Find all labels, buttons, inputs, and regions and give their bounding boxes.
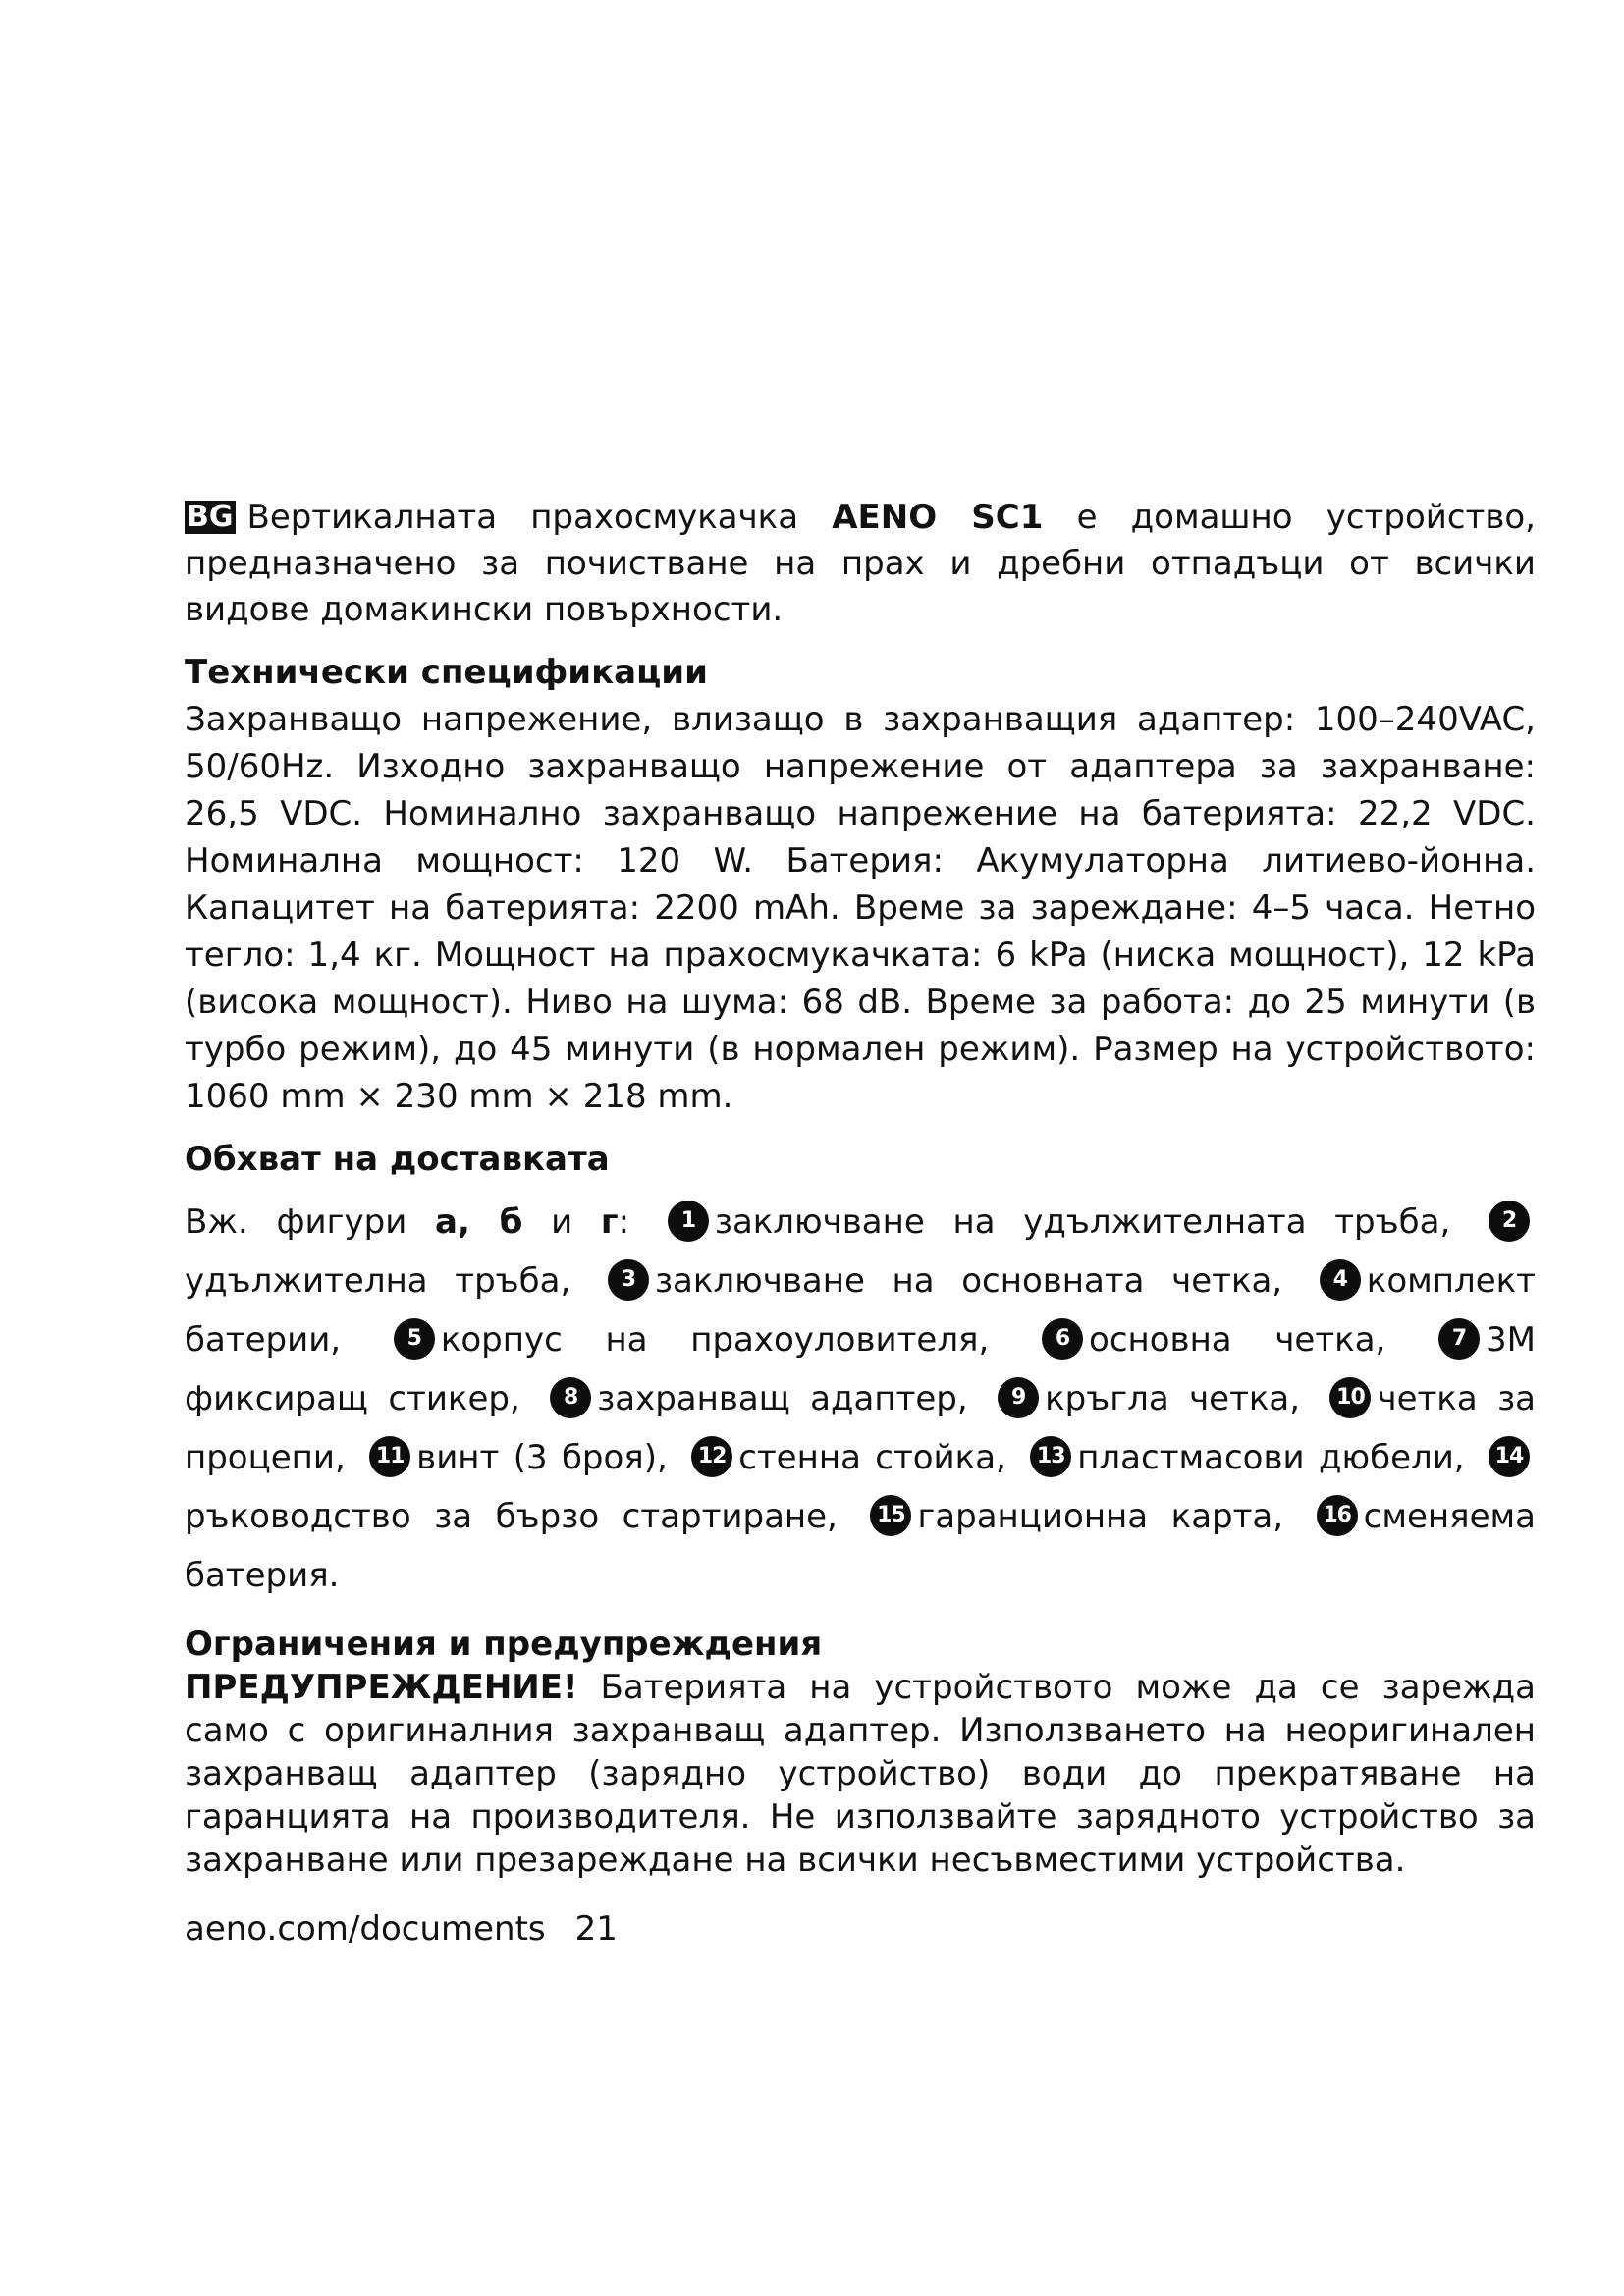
specs-heading: Технически спецификации — [185, 653, 708, 692]
item-number-badge: 8 — [550, 1377, 591, 1418]
item-number-badge: 3 — [608, 1259, 649, 1301]
delivery-item-label: пластмасови дюбели, — [1077, 1438, 1465, 1477]
delivery-item-label: корпус на прахоуловителя, — [440, 1320, 990, 1360]
intro-paragraph — [185, 495, 1536, 633]
delivery-item-label: винт (3 броя), — [416, 1438, 668, 1477]
delivery-item — [988, 1379, 1300, 1418]
item-number-badge: 13 — [1030, 1436, 1071, 1477]
item-number-badge: 2 — [1489, 1201, 1530, 1242]
delivery-item-label: захранващ адаптер, — [597, 1379, 968, 1418]
warning-text: Батерията на устройството може да се зарежда само с оригиналния захранващ адаптер. Използването на неоригинален захранващ адаптер (зарядно устройство) води до прекратяване на гаранцията на производителя. Не използвайте зарядното устройство за захранване или презареждане на всички несъвместими устройства. — [185, 1668, 1536, 1880]
delivery-figure-last: г — [600, 1202, 619, 1242]
delivery-item-label: заключване на удължителната тръба, — [714, 1202, 1451, 1242]
delivery-colon: : — [618, 1202, 630, 1242]
delivery-intro: Вж. фигури — [185, 1202, 436, 1242]
page-footer — [185, 1907, 1536, 1950]
warnings-heading: Ограничения и предупреждения — [185, 1625, 823, 1664]
item-number-badge: 15 — [870, 1495, 911, 1536]
page-content — [185, 495, 1536, 1950]
warning-label: ПРЕДУПРЕЖДЕНИЕ! — [185, 1668, 578, 1707]
specs-paragraph: Захранващо напрежение, влизащо в захранващия адаптер: 100–240VAC, 50/60Hz. Изходно захранващо напрежение от адаптера за захранване: 26,5 VDC. Номинално захранващо напрежение на батерията: 22,2 VDC. Номинална мощност: 120 W. Батерия: Акумулаторна литиево-йонна. Капацитет на батерията: 2200 mAh. Време за зареждане: 4–5 часа. Нетно тегло: 1,4 кг. Мощност на прахосмукачката: 6 kPa (ниска мощност), 12 kPa (висока мощност). Ниво на шума: 68 dB. Време за работа: до 25 минути (в турбо режим), до 45 минути (в нормален режим). Размер на устройството: 1060 mm × 230 mm × 218 mm. — [185, 700, 1536, 1116]
item-number-badge: 11 — [369, 1436, 410, 1477]
page-number: 21 — [574, 1909, 618, 1949]
delivery-figures: а, б — [435, 1202, 523, 1242]
delivery-item — [359, 1438, 668, 1477]
item-number-badge: 16 — [1317, 1495, 1358, 1536]
delivery-item — [681, 1438, 1006, 1477]
item-number-badge: 4 — [1320, 1259, 1361, 1301]
item-number-badge: 6 — [1042, 1318, 1083, 1360]
delivery-item-label: стенна стойка, — [738, 1438, 1006, 1477]
delivery-item-label: гаранционна карта, — [917, 1497, 1284, 1536]
delivery-item — [658, 1202, 1450, 1242]
language-badge: BG — [187, 500, 234, 534]
item-number-badge: 14 — [1489, 1436, 1530, 1477]
delivery-item — [1032, 1320, 1385, 1360]
delivery-item — [384, 1320, 990, 1360]
delivery-item-label: 3M фиксиращ стикер, — [185, 1320, 1537, 1418]
delivery-items — [185, 1202, 1536, 1595]
delivery-item-label: комплект батерии, — [185, 1261, 1536, 1360]
delivery-item-label: сменяема батерия. — [185, 1497, 1537, 1595]
intro-text-before: Вертикалната прахосмукачка — [246, 498, 833, 537]
delivery-item-label: заключване на основната четка, — [654, 1261, 1283, 1301]
delivery-item-label: четка за процепи, — [185, 1379, 1536, 1477]
delivery-list — [185, 1193, 1536, 1605]
item-number-badge: 12 — [691, 1436, 732, 1477]
delivery-item — [860, 1497, 1283, 1536]
warnings-paragraph — [185, 1666, 1536, 1882]
delivery-and: и — [522, 1202, 601, 1242]
item-number-badge: 10 — [1329, 1377, 1371, 1418]
item-number-badge: 1 — [668, 1201, 709, 1242]
delivery-item-label: кръгла четка, — [1045, 1379, 1301, 1418]
intro-text-after: е домашно устройство, предназначено за почистване на прах и дребни отпадъци от всички видове домакински повърхности. — [185, 498, 1536, 629]
documents-link[interactable]: aeno.com/documents — [185, 1909, 546, 1949]
delivery-item — [1020, 1438, 1464, 1477]
product-name: AENO SC1 — [832, 498, 1044, 537]
item-number-badge: 9 — [998, 1377, 1039, 1418]
delivery-heading: Обхват на доставката — [185, 1140, 610, 1179]
delivery-item-label: основна четка, — [1089, 1320, 1386, 1360]
delivery-item-label: ръководство за бързо стартиране, — [185, 1497, 838, 1536]
item-number-badge: 5 — [394, 1318, 435, 1360]
delivery-item-label: удължителна тръба, — [185, 1261, 571, 1301]
item-number-badge: 7 — [1438, 1318, 1480, 1360]
delivery-item — [598, 1261, 1282, 1301]
delivery-item — [540, 1379, 968, 1418]
